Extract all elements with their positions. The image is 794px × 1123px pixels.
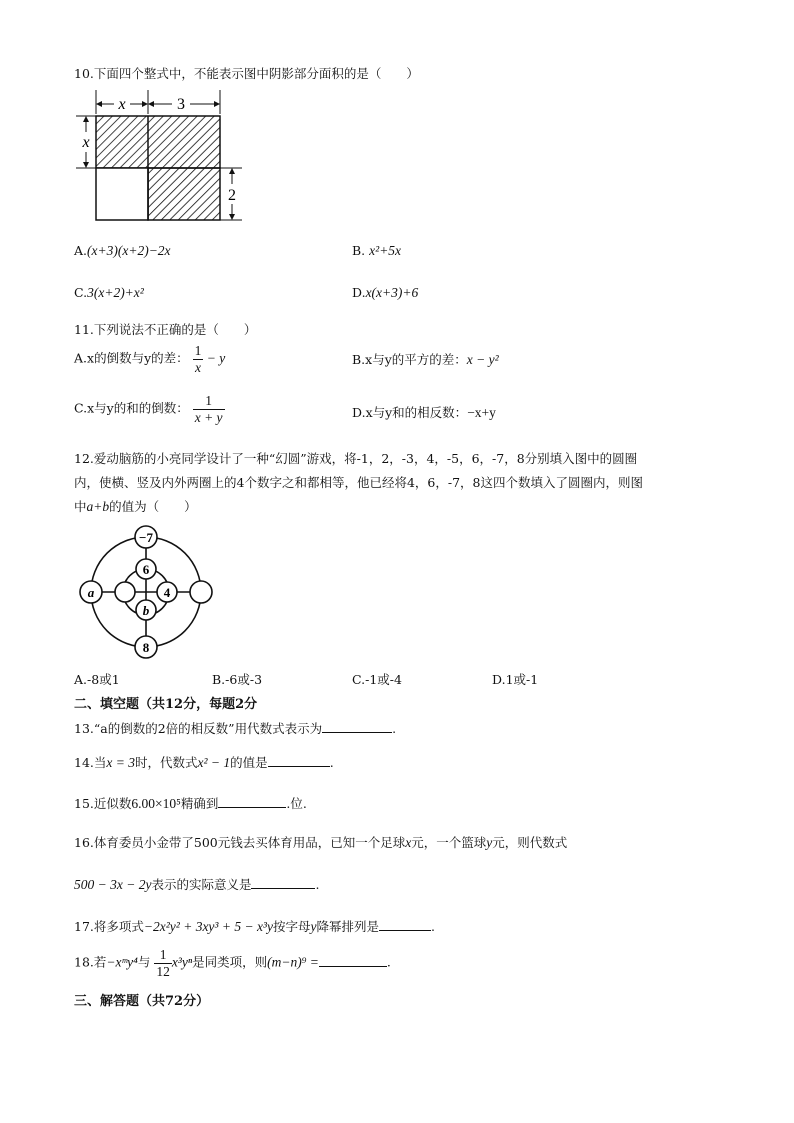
- q12-line2: 内，使横、竖及内外两圈上的4个数字之和都相等，他已经将4，6，-7，8这四个数填入了圆圈内，则图: [74, 475, 643, 490]
- q11-c-fraction: $\frac{1}{x + y}$: [194, 393, 223, 425]
- q12-node-inner-top: 6: [142, 562, 150, 577]
- q15: 15.近似数6.00×10⁵精确到 .位.: [74, 796, 307, 811]
- q11-a-fraction: $\frac{1}{x}$: [194, 343, 202, 375]
- q12-option-b: B.-6或-3: [212, 672, 263, 687]
- q12-node-bottom: 8: [142, 640, 150, 655]
- q12-magic-circle-figure: [76, 524, 216, 660]
- q11-option-b: B.x与y的平方的差：x − y²: [352, 352, 499, 367]
- q10-area-figure: [72, 88, 252, 224]
- section3-title: 三、解答题（共72分）: [74, 994, 210, 1009]
- q16-line2: 500 − 3x − 2y表示的实际意义是 .: [74, 877, 320, 892]
- q12-option-c: C.-1或-4: [352, 672, 402, 687]
- q10-stem: 10.下面四个整式中，不能表示图中阴影部分面积的是（ ）: [74, 66, 419, 81]
- q13: 13.“a的倒数的2倍的相反数”用代数式表示为 .: [74, 721, 397, 736]
- q11-option-a: A.x的倒数与y的差： $\frac{1}{x}$ − y: [74, 343, 226, 375]
- q12-option-a: A.-8或1: [74, 672, 120, 687]
- q10-option-b: B. x²+5x: [352, 243, 402, 258]
- q10-option-a: A.(x+3)(x+2)−2x: [74, 243, 171, 258]
- q12-node-top: −7: [139, 530, 153, 545]
- q18: 18.若−xᵐy⁴与 $\frac{1}{12}$ x³yⁿ是同类项，则(m−n)⁹ = .: [74, 947, 391, 979]
- q10-option-d: D.x(x+3)+6: [352, 285, 419, 300]
- q13-answer-blank[interactable]: [322, 719, 392, 733]
- q18-fraction: $\frac{1}{12}$: [156, 947, 170, 979]
- q11-stem: 11.下列说法不正确的是（ ）: [74, 322, 257, 337]
- q17-answer-blank[interactable]: [379, 917, 431, 931]
- q16-answer-blank[interactable]: [251, 875, 315, 889]
- q12-node-inner-right: 4: [163, 585, 171, 600]
- q10-label-x-top: x: [118, 96, 126, 113]
- q10-label-3: 3: [177, 96, 185, 113]
- q18-answer-blank[interactable]: [319, 953, 387, 967]
- q11-option-c: C.x与y的和的倒数： $\frac{1}{x + y}$: [74, 393, 223, 425]
- q14-answer-blank[interactable]: [268, 753, 330, 767]
- q10-label-2: 2: [228, 187, 236, 204]
- q14: 14.当x = 3时，代数式x² − 1的值是 .: [74, 755, 334, 770]
- q12-line3: 中a+b的值为（ ）: [74, 499, 197, 514]
- q12-option-d: D.1或-1: [492, 672, 539, 687]
- q12-node-inner-bottom: b: [142, 603, 150, 618]
- q11-option-d: D.x与y和的相反数：−x+y: [352, 405, 496, 420]
- q15-answer-blank[interactable]: [218, 794, 286, 808]
- q17: 17.将多项式−2x²y² + 3xy³ + 5 − x³y按字母y降幂排列是 .: [74, 919, 435, 934]
- q12-line1: 12.爱动脑筋的小亮同学设计了一种“幻圆”游戏，将-1，2，-3，4，-5，6，-7，8分别填入图中的圆圈: [74, 451, 638, 466]
- section2-title: 二、填空题（共12分，每题2分: [74, 697, 258, 712]
- q10-label-x-left: x: [82, 134, 90, 151]
- q16-line1: 16.体育委员小金带了500元钱去买体育用品，已知一个足球x元，一个篮球y元，则代数式: [74, 835, 568, 850]
- q10-option-c: C.3(x+2)+x²: [74, 285, 144, 300]
- q12-node-left: a: [87, 585, 95, 600]
